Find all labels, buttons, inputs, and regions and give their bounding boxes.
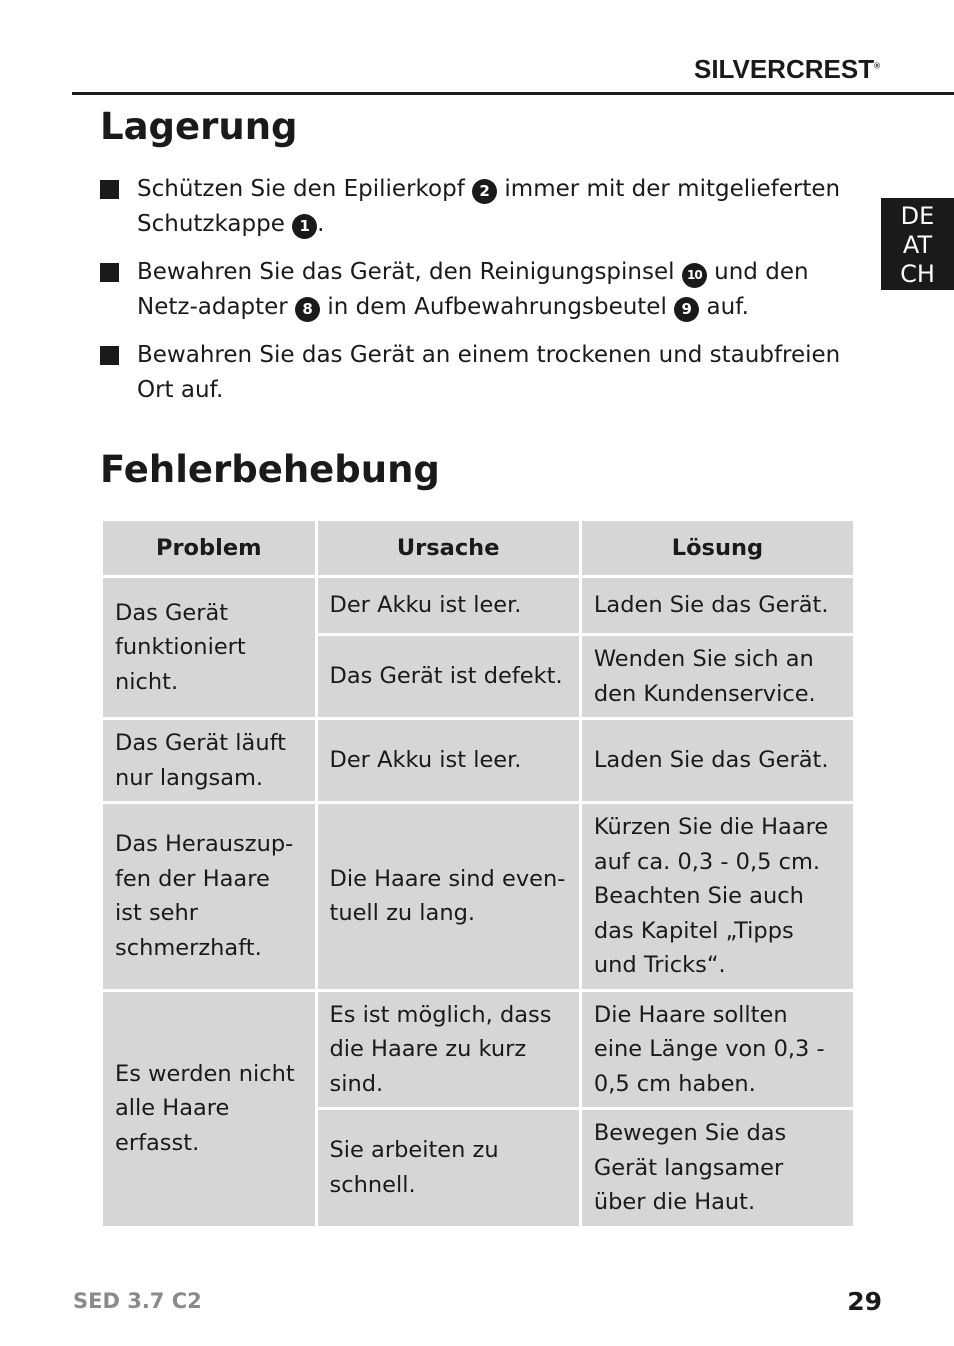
solution-cell: Die Haare sollten eine Länge von 0,3 - 0,5 cm haben. xyxy=(580,990,854,1109)
lang-at: AT xyxy=(902,231,933,259)
solution-cell: Bewegen Sie das Gerät langsamer über die Haut. xyxy=(580,1109,854,1228)
solution-cell: Laden Sie das Gerät. xyxy=(580,577,854,635)
section-title-storage: Lagerung xyxy=(100,105,298,148)
header-rule xyxy=(72,92,954,95)
header-problem: Problem xyxy=(102,520,317,577)
bullet-square-icon xyxy=(100,263,119,282)
table-row xyxy=(102,990,855,1109)
bullet-text: in dem Aufbewahrungsbeutel xyxy=(320,294,675,320)
part-number-badge: 1 xyxy=(292,214,317,239)
cause-cell: Sie arbeiten zu schnell. xyxy=(316,1109,580,1228)
header-solution: Lösung xyxy=(580,520,854,577)
lang-ch: CH xyxy=(900,260,935,288)
bullet-text: immer mit der mitgelieferten Schutzkappe xyxy=(137,176,841,237)
table-row xyxy=(102,577,855,635)
storage-bullet-list xyxy=(100,172,860,421)
bullet-text: auf. xyxy=(699,294,749,320)
brand-logo xyxy=(694,54,880,85)
bullet-text: Schützen Sie den Epilierkopf xyxy=(137,176,473,202)
problem-cell: Das Gerät läuft nur langsam. xyxy=(102,719,317,803)
bullet-square-icon xyxy=(100,180,119,199)
section-title-troubleshooting: Fehlerbehebung xyxy=(100,448,440,491)
table-row xyxy=(102,719,855,803)
bullet-text: . xyxy=(317,211,325,237)
header-cause: Ursache xyxy=(316,520,580,577)
solution-cell: Laden Sie das Gerät. xyxy=(580,719,854,803)
part-number-badge: 8 xyxy=(295,297,320,322)
troubleshooting-table xyxy=(100,518,856,1229)
brand-name: SILVERCREST xyxy=(693,54,875,84)
language-tab xyxy=(881,198,954,290)
problem-cell: Es werden nicht alle Haare erfasst. xyxy=(102,990,317,1227)
part-number-badge: 10 xyxy=(682,263,707,288)
table-header-row xyxy=(102,520,855,577)
cause-cell: Der Akku ist leer. xyxy=(316,719,580,803)
cause-cell: Die Haare sind even-tuell zu lang. xyxy=(316,803,580,991)
cause-cell: Es ist möglich, dass die Haare zu kurz sind. xyxy=(316,990,580,1109)
storage-bullet-3 xyxy=(100,338,860,408)
footer-model: SED 3.7 C2 xyxy=(73,1289,202,1313)
cause-cell: Der Akku ist leer. xyxy=(316,577,580,635)
bullet-text: und den Netz-adapter xyxy=(137,259,809,320)
cause-cell: Das Gerät ist defekt. xyxy=(316,635,580,719)
problem-cell: Das Gerät funktioniert nicht. xyxy=(102,577,317,719)
storage-bullet-1 xyxy=(100,172,860,242)
part-number-badge: 9 xyxy=(674,297,699,322)
bullet-square-icon xyxy=(100,346,119,365)
table-row xyxy=(102,803,855,991)
problem-cell: Das Herauszup-fen der Haare ist sehr schmerzhaft. xyxy=(102,803,317,991)
bullet-text: Bewahren Sie das Gerät, den Reinigungspinsel xyxy=(137,259,682,285)
lang-de: DE xyxy=(900,202,935,230)
solution-cell: Wenden Sie sich an den Kundenservice. xyxy=(580,635,854,719)
solution-cell: Kürzen Sie die Haare auf ca. 0,3 - 0,5 cm. Beachten Sie auch das Kapitel „Tipps und Tricks“. xyxy=(580,803,854,991)
footer-page-number: 29 xyxy=(847,1287,882,1316)
brand-registered-mark: ® xyxy=(874,61,880,71)
part-number-badge: 2 xyxy=(472,179,497,204)
storage-bullet-2 xyxy=(100,255,860,325)
bullet-text: Bewahren Sie das Gerät an einem trockenen und staubfreien Ort auf. xyxy=(137,342,841,403)
